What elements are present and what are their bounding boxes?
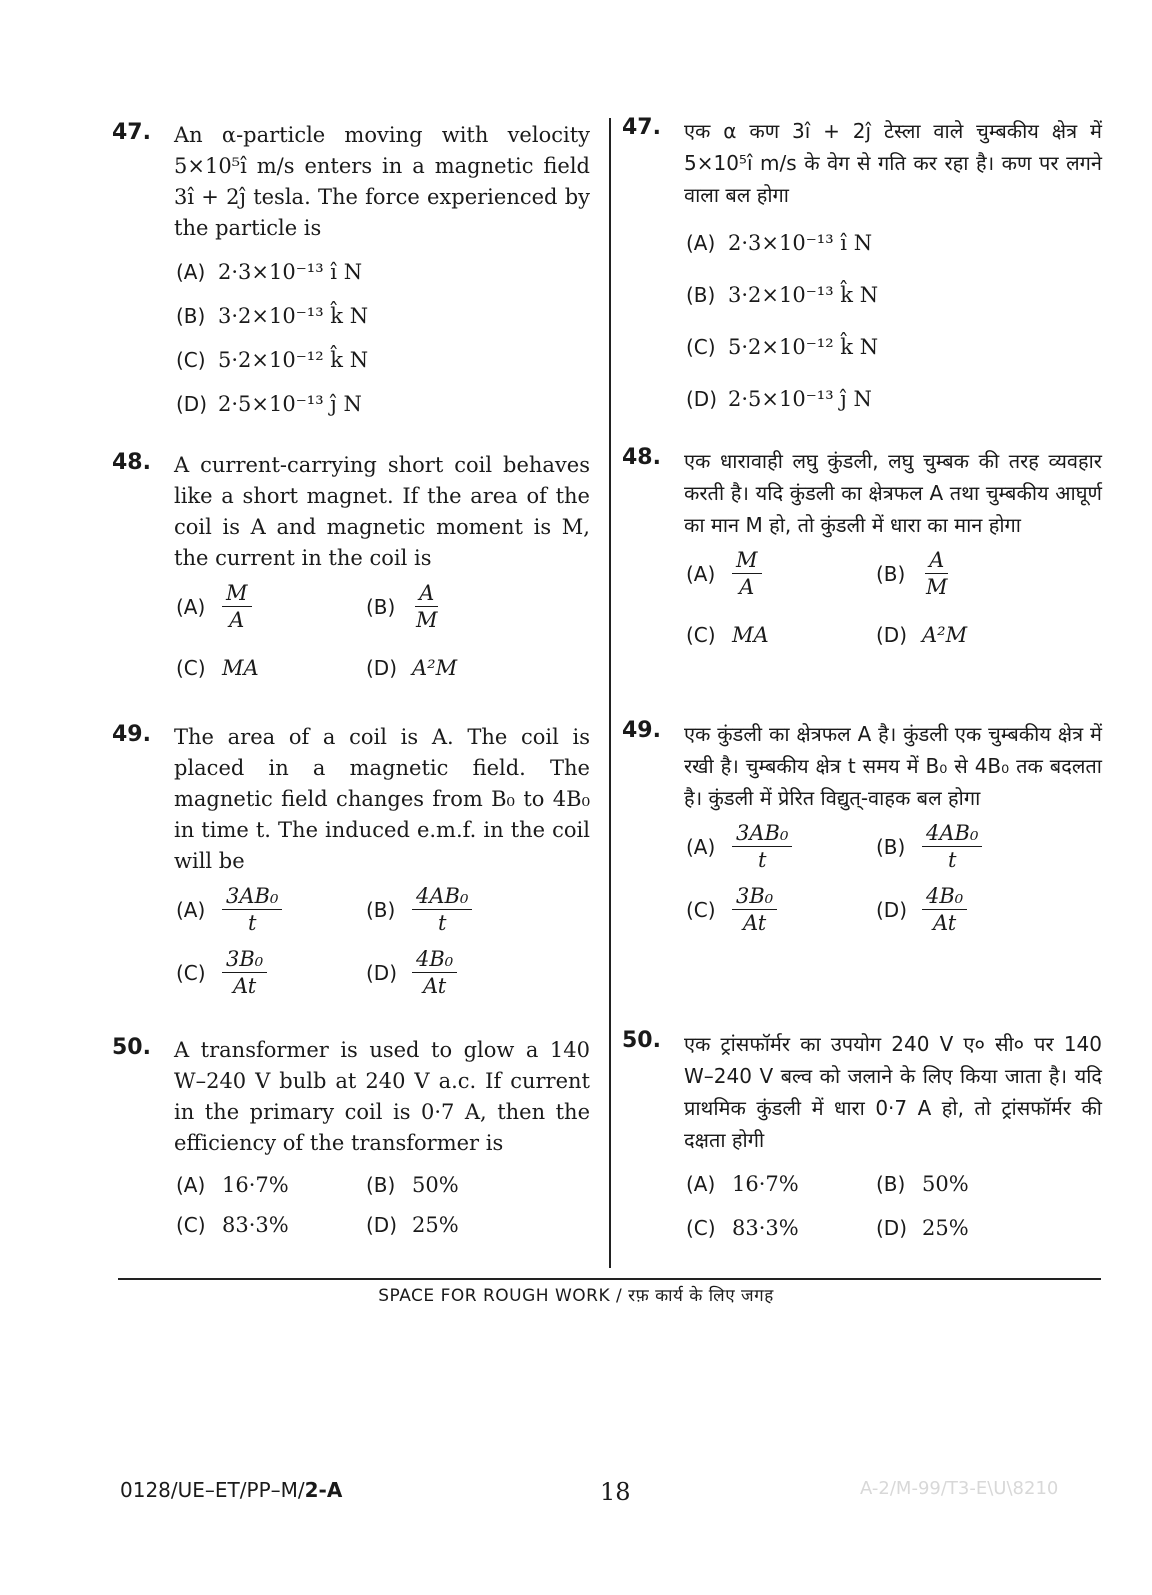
question-50-en [112,1035,590,1245]
option-c[interactable]: (C) 5·2×10⁻¹² k̂ N [686,335,879,359]
option-d[interactable]: (D) 2·5×10⁻¹³ ĵ N [686,387,872,411]
question-stem: The area of a coil is A. The coil is placed in a magnetic field. The magnetic field changes from B₀ to 4B₀ in time t. The induced e.m.f. in the coil will be [174,725,590,873]
rough-work-label: SPACE FOR ROUGH WORK / रफ़ कार्य के लिए जगह [378,1286,774,1306]
question-47-hi [622,115,1102,425]
option-d[interactable]: (D) 2·5×10⁻¹³ ĵ N [176,392,362,416]
option-d[interactable]: (D) $\frac{\text{4B₀}}{At}$ [876,883,1066,936]
paper-code: 0128/UE–ET/PP–M/2-A [120,1478,343,1502]
bleed-through-code: A-2/M-99/T3-E\U\8210 [860,1478,1059,1499]
option-b[interactable]: (B) 50% [366,1173,459,1197]
question-number: 48. [622,445,661,470]
question-number: 48. [112,450,151,475]
option-b[interactable]: (B) $\frac{A}{M}$ [876,548,948,599]
option-d[interactable]: (D) 25% [366,1213,459,1237]
option-c[interactable]: (C) 83·3% [176,1213,289,1237]
options [686,1162,1102,1250]
option-c[interactable]: (C) MA [686,623,769,647]
question-stem: एक धारावाही लघु कुंडली, लघु चुम्बक की तरह व्यवहार करती है। यदि कुंडली का क्षेत्रफल A तथा चुम्बकीय आघूर्ण का मान M हो, तो कुंडली में धारा का मान होगा [684,449,1102,537]
option-a[interactable]: (A) 2·3×10⁻¹³ î N [176,260,363,284]
question-number: 47. [112,120,151,145]
question-49-en [112,722,590,999]
option-a[interactable]: (A) $\frac{\text{3AB₀}}{t}$ [176,883,366,936]
option-c[interactable]: (C) $\frac{\text{3B₀}}{At}$ [686,883,876,936]
option-b[interactable]: (B) $\frac{A}{M}$ [366,581,438,632]
question-48-hi [622,445,1102,660]
option-a[interactable]: (A) 16·7% [686,1172,799,1196]
option-c[interactable]: (C) $\frac{\text{3B₀}}{At}$ [176,946,366,999]
option-d[interactable]: (D) 25% [876,1216,969,1240]
option-c[interactable]: (C) 5·2×10⁻¹² k̂ N [176,348,369,372]
question-number: 50. [112,1035,151,1060]
rough-work-divider [118,1278,1101,1280]
option-a[interactable]: (A) $\frac{\text{3AB₀}}{t}$ [686,820,876,873]
question-number: 49. [112,722,151,747]
page-number: 18 [600,1478,631,1506]
option-a[interactable]: (A) 2·3×10⁻¹³ î N [686,231,873,255]
option-b[interactable]: (B) 3·2×10⁻¹³ k̂ N [176,304,369,328]
option-d[interactable]: (D) $\frac{\text{4B₀}}{At}$ [366,946,556,999]
option-a[interactable]: (A) 16·7% [176,1173,289,1197]
option-b[interactable]: (B) $\frac{\text{4AB₀}}{t}$ [366,883,556,936]
question-number: 50. [622,1028,661,1053]
question-stem: एक ट्रांसफॉर्मर का उपयोग 240 V ए० सी० पर 140 W–240 V बल्व को जलाने के लिए किया जाता है। यदि प्राथमिक कुंडली में धारा 0·7 A हो, तो ट्रांसफॉर्मर की दक्षता होगी [684,1032,1102,1152]
question-number: 49. [622,718,661,743]
question-stem: एक α कण 3î + 2ĵ टेस्ला वाले चुम्बकीय क्षेत्र में 5×10⁵î m/s के वेग से गति कर रहा है। कण पर लगने वाला बल होगा [684,119,1102,207]
options [686,547,1102,660]
question-47-en [112,120,590,426]
option-c[interactable]: (C) MA [176,656,259,680]
question-stem: A transformer is used to glow a 140 W–240 V bulb at 240 V a.c. If current in the primary coil is 0·7 A, then the efficiency of the transformer is [174,1038,590,1155]
option-b[interactable]: (B) 3·2×10⁻¹³ k̂ N [686,283,879,307]
option-b[interactable]: (B) $\frac{\text{4AB₀}}{t}$ [876,820,1066,873]
option-d[interactable]: (D) A²M [876,623,968,647]
option-d[interactable]: (D) A²M [366,656,458,680]
column-divider [609,118,611,1268]
question-stem: A current-carrying short coil behaves like a short magnet. If the area of the coil is A and magnetic moment is M, the current in the coil is [174,453,590,570]
question-48-en [112,450,590,693]
question-stem: एक कुंडली का क्षेत्रफल A है। कुंडली एक चुम्बकीय क्षेत्र में रखी है। चुम्बकीय क्षेत्र t समय में B₀ से 4B₀ तक बदलता है। कुंडली में प्रेरित विद्युत्-वाहक बल होगा [684,722,1102,810]
options [686,820,1102,936]
question-stem: An α-particle moving with velocity 5×10⁵î m/s enters in a magnetic field 3î + 2ĵ tesla. The force experienced by the particle is [174,123,590,240]
options [686,217,1102,425]
options [176,250,590,426]
options [176,580,590,693]
option-c[interactable]: (C) 83·3% [686,1216,799,1240]
options [176,883,590,999]
option-a[interactable]: (A) $\frac{M}{A}$ [176,580,366,633]
option-a[interactable]: (A) $\frac{M}{A}$ [686,547,876,600]
question-number: 47. [622,115,661,140]
options [176,1165,590,1245]
question-50-hi [622,1028,1102,1250]
option-b[interactable]: (B) 50% [876,1172,969,1196]
question-49-hi [622,718,1102,936]
